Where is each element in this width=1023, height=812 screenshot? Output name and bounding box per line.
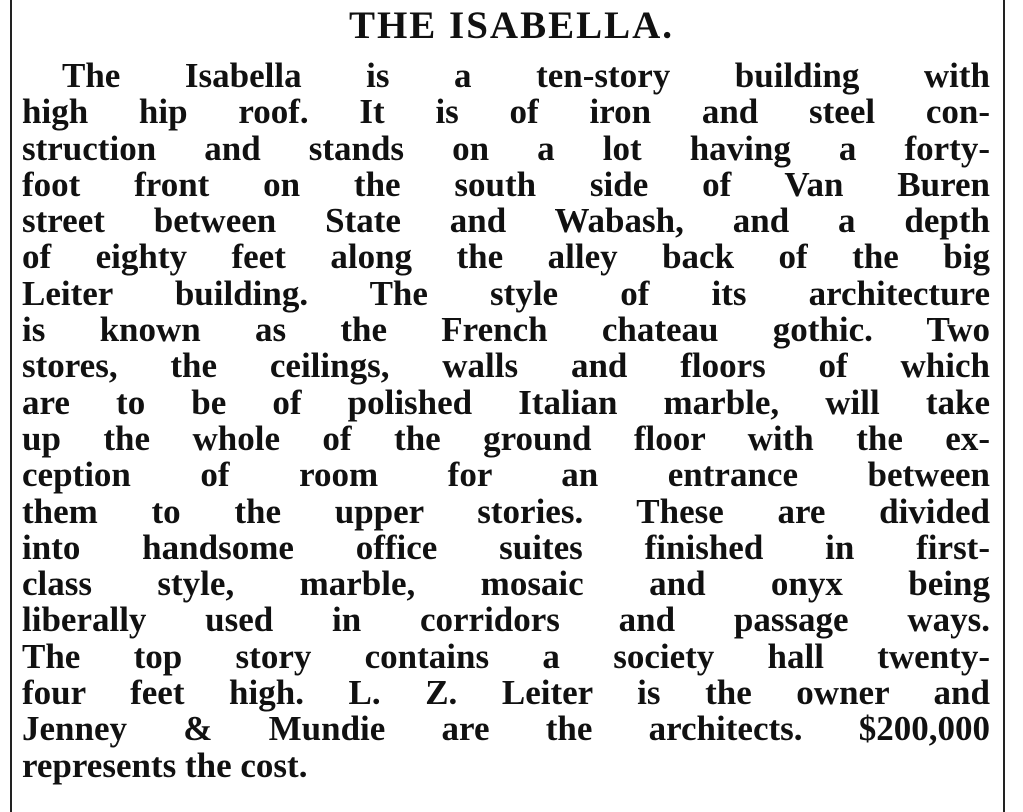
text-line: up the whole of the ground floor with the ex- xyxy=(22,418,990,458)
text-line: liberally used in corridors and passage ways. xyxy=(22,600,990,640)
text-line: class style, marble, mosaic and onyx being xyxy=(22,564,990,604)
text-line: into handsome office suites finished in first- xyxy=(22,527,990,567)
text-line: Jenney & Mundie are the architects. $200,000 xyxy=(22,709,990,749)
text-line: high hip roof. It is of iron and steel con- xyxy=(22,92,990,132)
text-line: represents the cost. xyxy=(22,745,308,785)
column-rule-right xyxy=(1003,0,1005,812)
text-line: street between State and Wabash, and a depth xyxy=(22,201,990,241)
text-line: ception of room for an entrance between xyxy=(22,455,990,495)
article-title: THE ISABELLA. xyxy=(348,4,675,47)
text-line: foot front on the south side of Van Buren xyxy=(22,164,990,204)
text-line: The top story contains a society hall twenty- xyxy=(22,636,990,676)
column-rule-left xyxy=(10,0,12,812)
text-line: are to be of polished Italian marble, will take xyxy=(22,382,990,422)
text-line: four feet high. L. Z. Leiter is the owner and xyxy=(22,673,990,713)
text-line: of eighty feet along the alley back of the big xyxy=(22,237,990,277)
text-line: them to the upper stories. These are divided xyxy=(22,491,990,531)
text-line: Leiter building. The style of its architecture xyxy=(22,273,990,313)
text-line: stores, the ceilings, walls and floors of which xyxy=(22,346,990,386)
text-line: struction and stands on a lot having a forty- xyxy=(22,128,990,168)
text-line: The Isabella is a ten-story building with xyxy=(62,56,990,95)
text-line: is known as the French chateau gothic. Two xyxy=(22,310,990,350)
article-body xyxy=(22,58,990,784)
